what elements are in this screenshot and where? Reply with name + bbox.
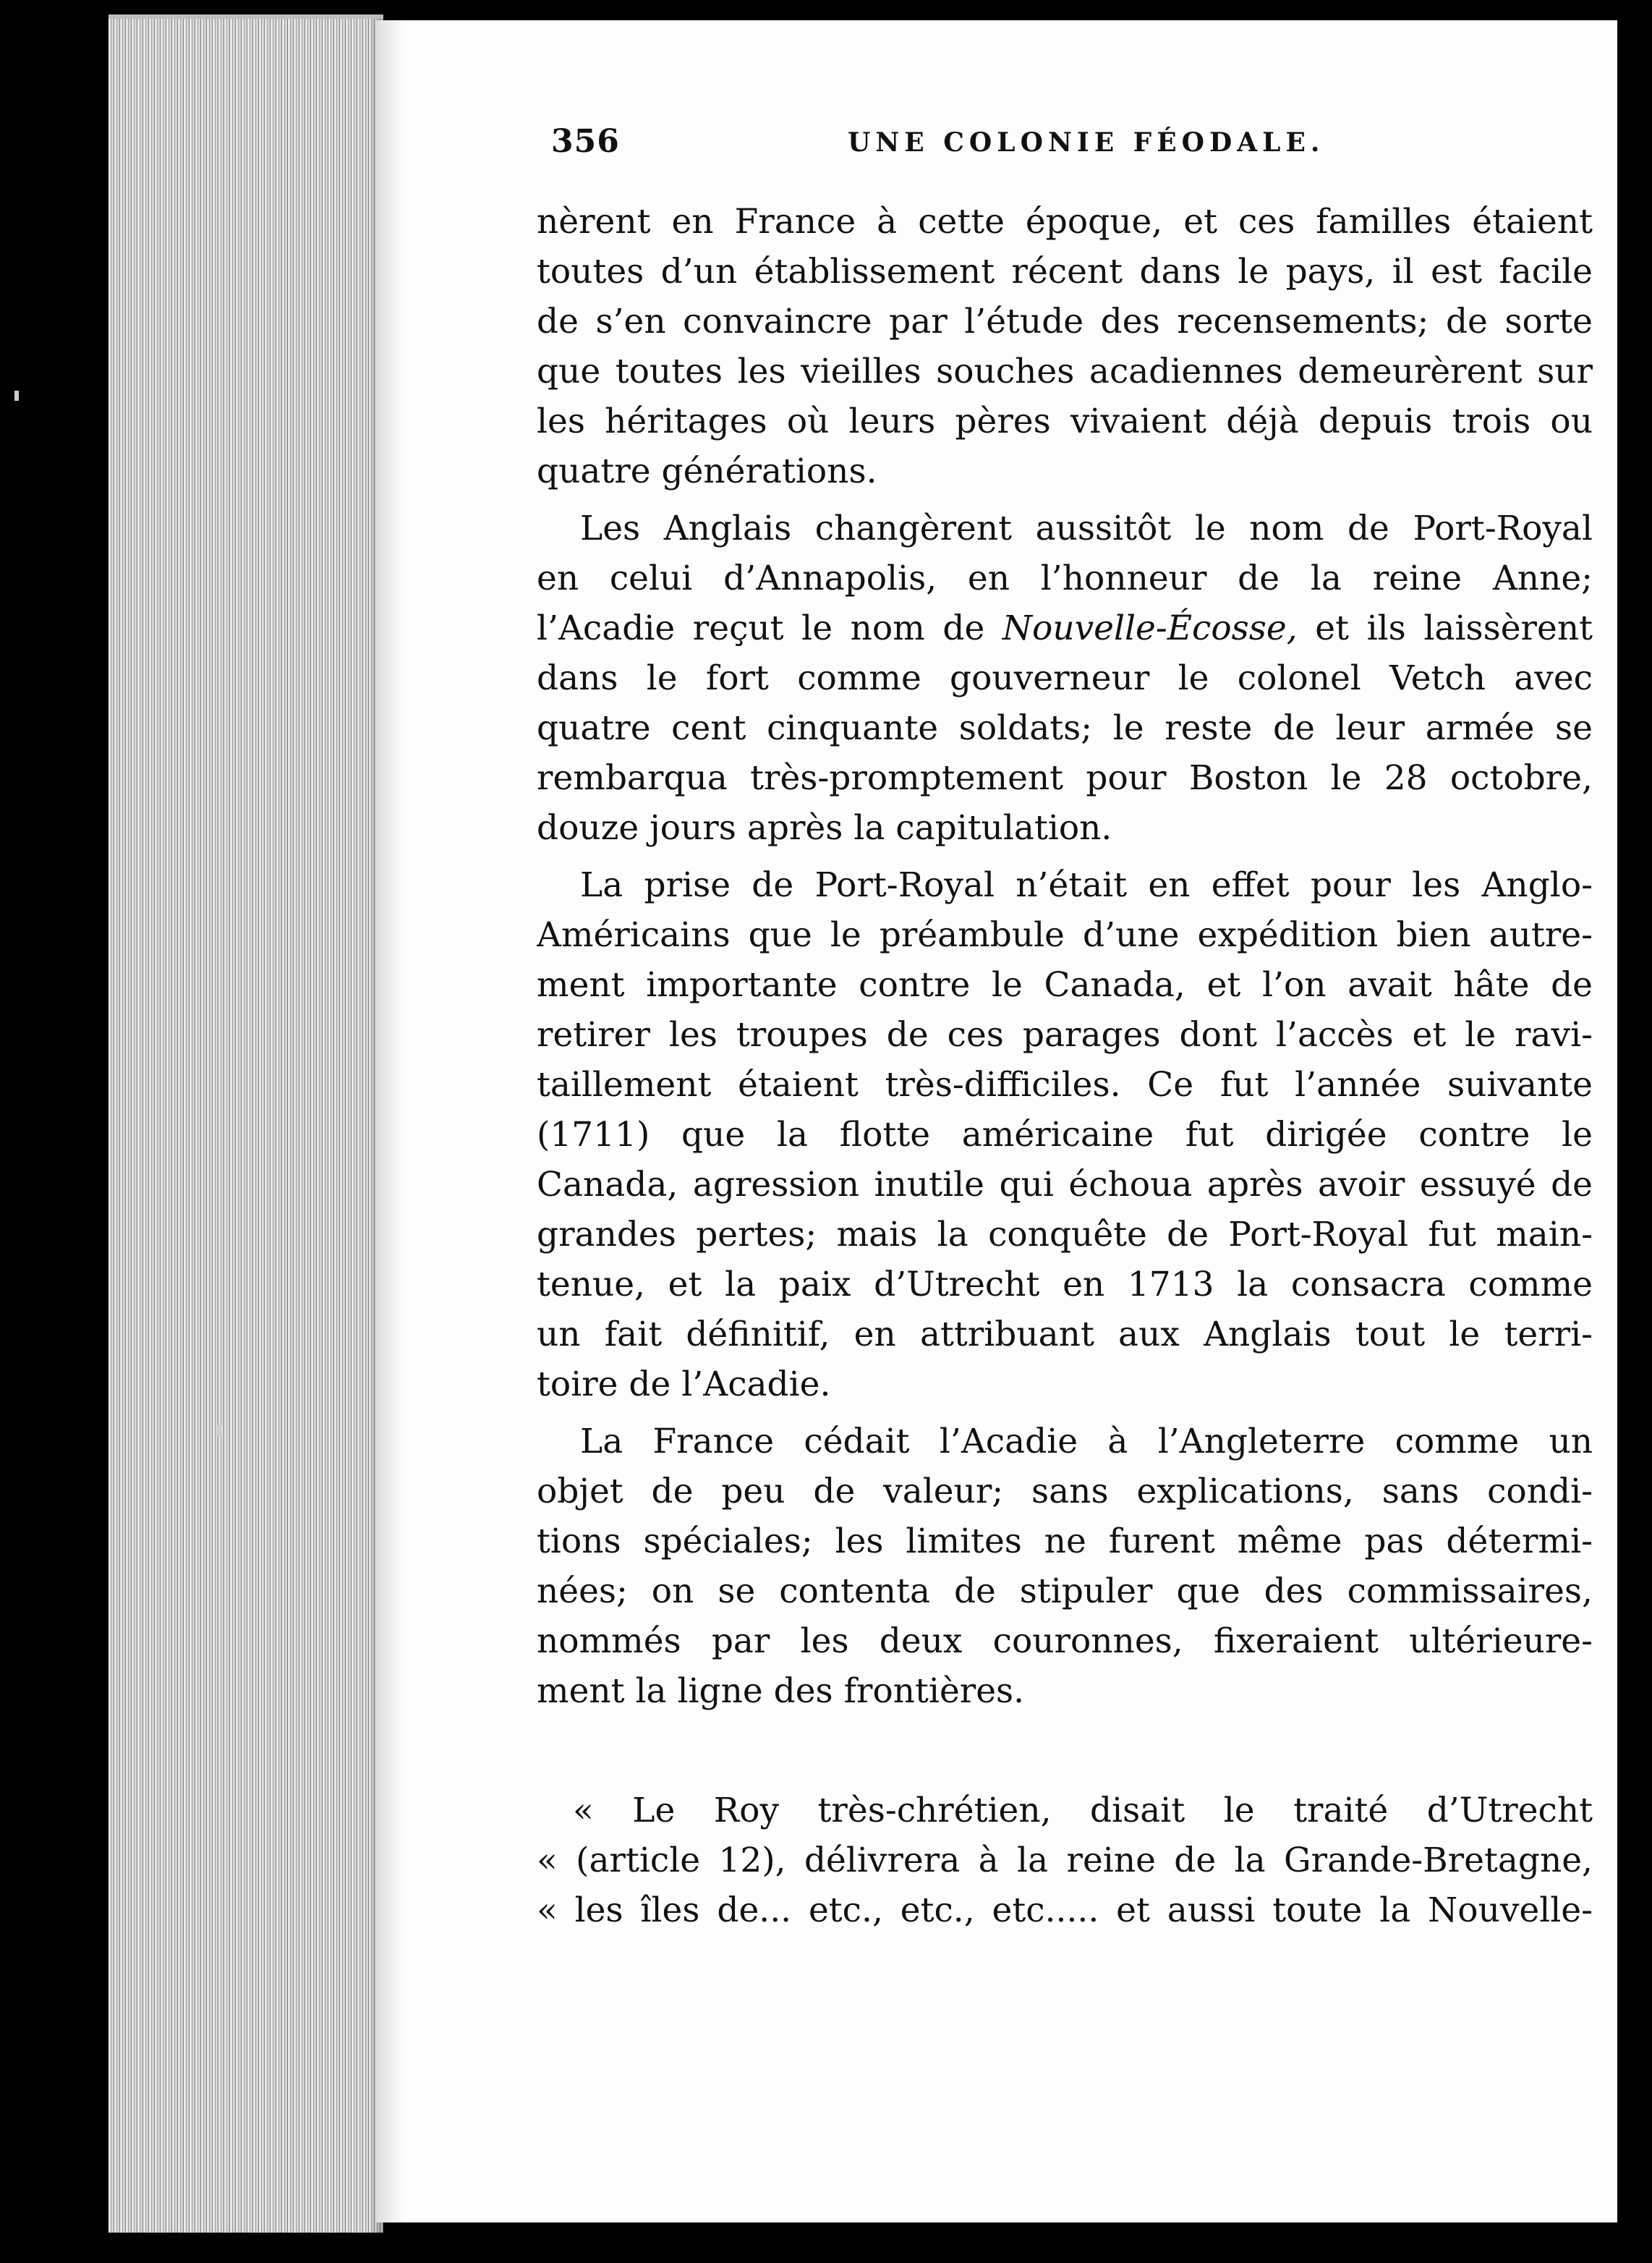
- text-line: nèrent en France à cette époque, et ces familles étaient: [537, 202, 1593, 242]
- page-number: 356: [551, 123, 620, 160]
- text-line: nées; on se contenta de stipuler que des commissaires,: [537, 1571, 1593, 1611]
- text-line: tenue, et la paix d’Utrecht en 1713 la consacra comme: [537, 1265, 1593, 1304]
- scan-border-right: [1617, 0, 1652, 2263]
- text-line: toire de l’Acadie.: [537, 1364, 831, 1404]
- text-line: un fait définitif, en attribuant aux Anglais tout le terri-: [537, 1315, 1593, 1354]
- gutter-shadow: [376, 20, 405, 2222]
- paragraph: [537, 197, 1593, 496]
- text-line: de s’en convaincre par l’étude des recensements; de sorte: [537, 302, 1593, 341]
- paragraph: [537, 1417, 1593, 1716]
- running-title: UNE COLONIE FÉODALE.: [848, 127, 1325, 158]
- text-line: « Le Roy très-chrétien, disait le traité d’Utrecht: [573, 1791, 1593, 1830]
- paragraph: [537, 504, 1593, 853]
- body-text: [537, 197, 1593, 1943]
- text-line: Les Anglais changèrent aussitôt le nom de Port-Royal: [580, 509, 1593, 548]
- text-line: grandes pertes; mais la conquête de Port-Royal fut main-: [537, 1215, 1593, 1254]
- text-line: La France cédait l’Acadie à l’Angleterre comme un: [580, 1422, 1593, 1461]
- text-line: taillement étaient très-difficiles. Ce fut l’année suivante: [537, 1065, 1593, 1105]
- text-line: Canada, agression inutile qui échoua après avoir essuyé de: [537, 1165, 1593, 1205]
- text-line: « (article 12), délivrera à la reine de la Grande-Bretagne,: [537, 1840, 1593, 1880]
- text-line: douze jours après la capitulation.: [537, 808, 1112, 848]
- scan-speck: [217, 1425, 221, 1435]
- text-line: rembarqua très-promptement pour Boston le 28 octobre,: [537, 758, 1593, 798]
- text-line: nommés par les deux couronnes, fixeraient ultérieure-: [537, 1621, 1593, 1661]
- text-line: que toutes les vieilles souches acadiennes demeurèrent sur: [537, 352, 1593, 391]
- text-line: retirer les troupes de ces parages dont l’accès et le ravi-: [537, 1015, 1593, 1055]
- text-line: objet de peu de valeur; sans explications, sans condi-: [537, 1472, 1593, 1511]
- text-line: « les îles de... etc., etc., etc..... et aussi toute la Nouvelle-: [537, 1890, 1593, 1930]
- text-line: dans le fort comme gouverneur le colonel Vetch avec: [537, 658, 1593, 698]
- text-line: tions spéciales; les limites ne furent même pas détermi-: [537, 1521, 1593, 1561]
- text-line: quatre générations.: [537, 451, 877, 491]
- text-line: ment la ligne des frontières.: [537, 1671, 1025, 1711]
- text-line: ment importante contre le Canada, et l’on avait hâte de: [537, 965, 1593, 1005]
- text-line: l’Acadie reçut le nom de Nouvelle-Écosse, et ils laissèrent: [537, 608, 1593, 648]
- running-head: [551, 123, 1340, 181]
- page-edges: [108, 14, 383, 2233]
- italic-term: Nouvelle-Écosse,: [1002, 608, 1298, 648]
- scan-speck: [14, 391, 19, 401]
- paragraph: [537, 860, 1593, 1409]
- text-line: Américains que le préambule d’une expédition bien autre-: [537, 915, 1593, 955]
- text-line: en celui d’Annapolis, en l’honneur de la reine Anne;: [537, 559, 1593, 598]
- text-line: quatre cent cinquante soldats; le reste de leur armée se: [537, 708, 1593, 748]
- text-line: (1711) que la flotte américaine fut dirigée contre le: [537, 1115, 1593, 1155]
- text-line: toutes d’un établissement récent dans le pays, il est facile: [537, 252, 1593, 292]
- text-line: La prise de Port-Royal n’était en effet pour les Anglo-: [580, 865, 1593, 905]
- treaty-quotation: [537, 1786, 1593, 1935]
- text-line: les héritages où leurs pères vivaient déjà depuis trois ou: [537, 402, 1593, 441]
